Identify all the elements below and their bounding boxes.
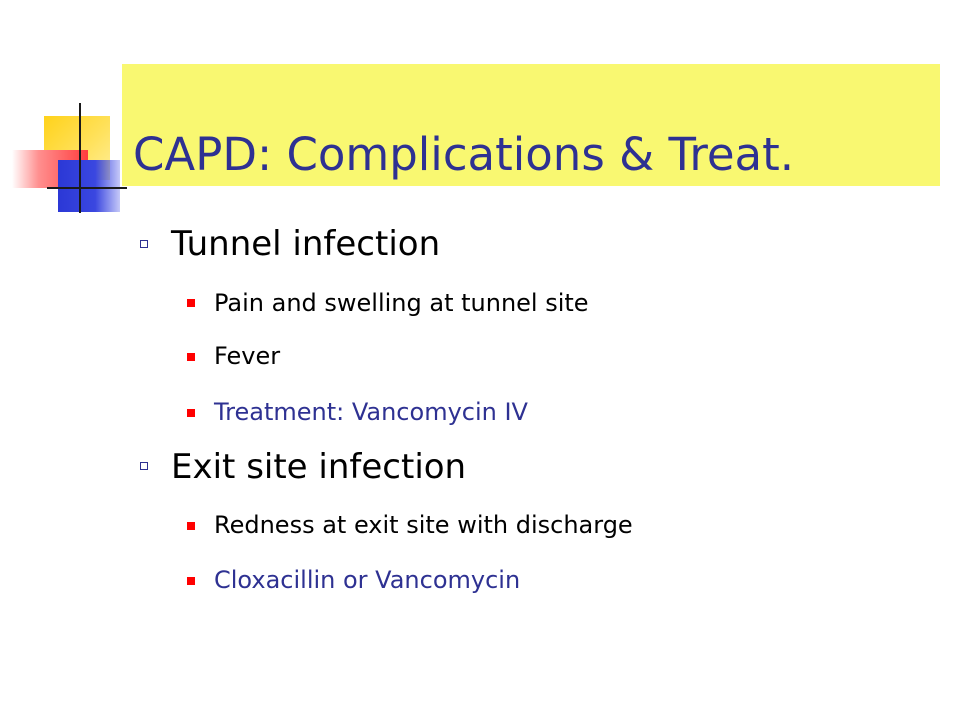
section-heading: Exit site infection (171, 447, 467, 487)
list-item: Pain and swelling at tunnel site (214, 289, 589, 317)
horizontal-line (47, 187, 127, 189)
list-item: Cloxacillin or Vancomycin (214, 566, 521, 594)
red-bullet-icon (187, 353, 195, 361)
red-bullet-icon (187, 299, 195, 307)
list-item: Fever (214, 342, 281, 370)
square-bullet-icon (140, 240, 148, 248)
red-bullet-icon (187, 522, 195, 530)
vertical-line (79, 103, 81, 213)
red-bullet-icon (187, 577, 195, 585)
corner-decoration (0, 0, 140, 230)
blue-square-shape (58, 160, 120, 212)
section-heading: Tunnel infection (171, 224, 441, 264)
list-item: Redness at exit site with discharge (214, 511, 633, 539)
red-bullet-icon (187, 409, 195, 417)
square-bullet-icon (140, 462, 148, 470)
slide-title: CAPD: Complications & Treat. (133, 128, 795, 181)
list-item: Treatment: Vancomycin IV (214, 398, 528, 426)
